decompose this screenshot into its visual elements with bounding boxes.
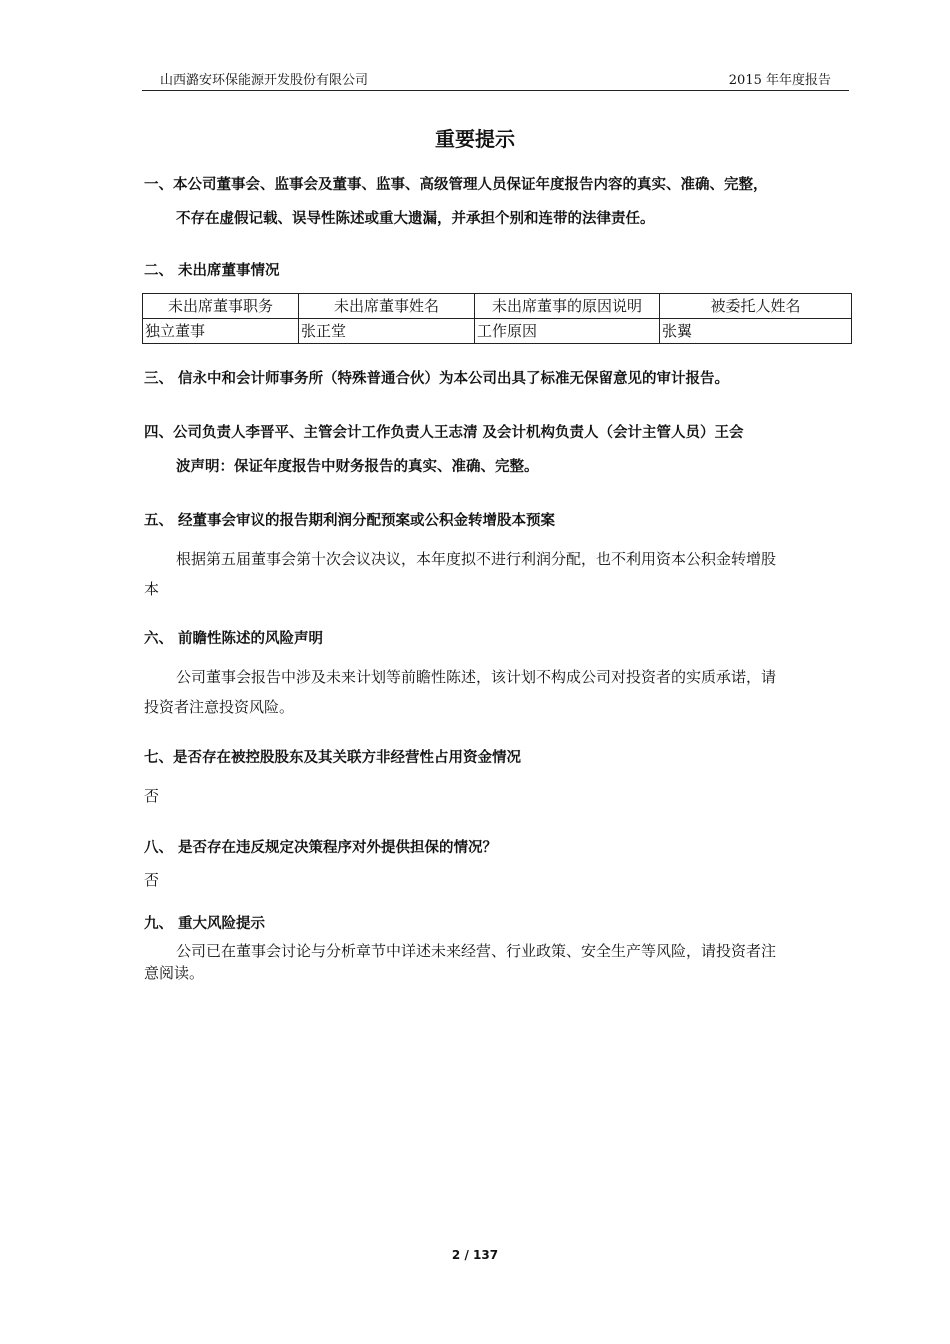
section-4-line1: 四、公司负责人李晋平、主管会计工作负责人王志清 及会计机构负责人（会计主管人员）王会 <box>144 425 744 441</box>
section-9-heading: 九、 重大风险提示 <box>144 916 266 932</box>
section-5-body <box>144 544 849 604</box>
column-header: 被委托人姓名 <box>660 294 852 319</box>
section-8-answer: 否 <box>144 871 160 889</box>
page-number: 2 / 137 <box>451 1248 499 1262</box>
table-cell: 张正堂 <box>299 319 475 344</box>
section-9-line2: 意阅读。 <box>144 964 205 982</box>
section-6-line2: 投资者注意投资风险。 <box>144 698 295 716</box>
section-9-body <box>144 940 849 984</box>
section-5-line1: 根据第五届董事会第十次会议决议，本年度拟不进行利润分配，也不利用资本公积金转增股 <box>176 550 777 568</box>
section-9-line1: 公司已在董事会讨论与分析章节中详述未来经营、行业政策、安全生产等风险，请投资者注 <box>176 942 777 960</box>
absent-directors-table <box>142 293 852 344</box>
section-3-heading: 三、 信永中和会计师事务所（特殊普通合伙）为本公司出具了标准无保留意见的审计报告。 <box>144 371 730 387</box>
table-cell: 工作原因 <box>475 319 660 344</box>
section-7-heading: 七、是否存在被控股股东及其关联方非经营性占用资金情况 <box>144 750 521 766</box>
table-cell: 独立董事 <box>143 319 299 344</box>
column-header: 未出席董事的原因说明 <box>475 294 660 319</box>
column-header: 未出席董事姓名 <box>299 294 475 319</box>
table-row <box>143 319 852 344</box>
table-header-row <box>143 294 852 319</box>
page-title: 重要提示 <box>435 127 515 151</box>
section-7-answer: 否 <box>144 787 160 805</box>
section-6-heading: 六、 前瞻性陈述的风险声明 <box>144 631 324 647</box>
section-2-heading: 二、 未出席董事情况 <box>144 263 280 279</box>
header-company: 山西潞安环保能源开发股份有限公司 <box>160 73 369 88</box>
section-6-line1: 公司董事会报告中涉及未来计划等前瞻性陈述，该计划不构成公司对投资者的实质承诺，请 <box>176 668 777 686</box>
section-5-heading: 五、 经董事会审议的报告期利润分配预案或公积金转增股本预案 <box>144 513 556 529</box>
page-header <box>142 66 849 91</box>
section-4-line2: 波声明：保证年度报告中财务报告的真实、准确、完整。 <box>176 459 539 475</box>
section-6-body <box>144 662 849 722</box>
table-cell: 张翼 <box>660 319 852 344</box>
section-1-line1: 一、本公司董事会、监事会及董事、监事、高级管理人员保证年度报告内容的真实、准确、完整， <box>144 177 768 193</box>
section-4 <box>144 416 854 484</box>
column-header: 未出席董事职务 <box>143 294 299 319</box>
section-5-line2: 本 <box>144 580 160 598</box>
section-8-heading: 八、 是否存在违反规定决策程序对外提供担保的情况？ <box>144 840 498 856</box>
section-1-line2: 不存在虚假记载、误导性陈述或重大遗漏，并承担个别和连带的法律责任。 <box>176 211 655 227</box>
section-1 <box>144 168 854 236</box>
header-report-title: 2015 年年度报告 <box>728 73 831 88</box>
